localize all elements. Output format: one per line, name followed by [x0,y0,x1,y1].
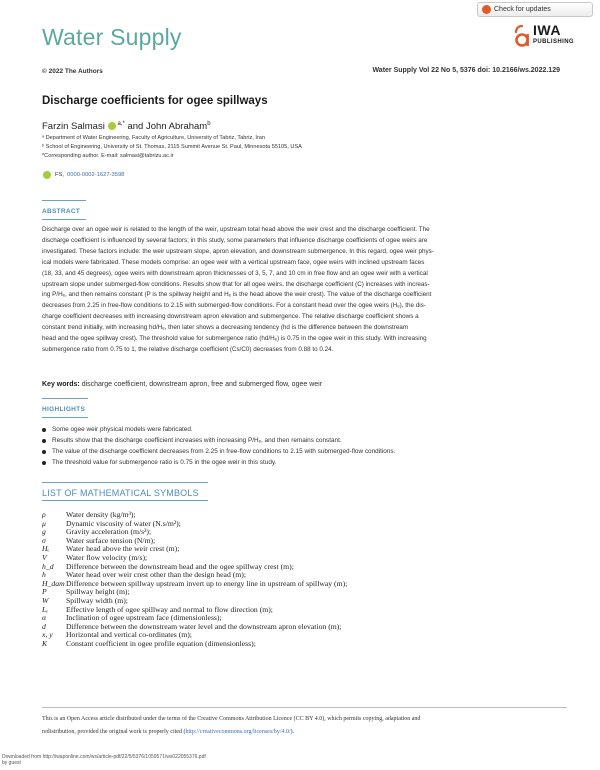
license-text-line2 [42,726,570,739]
symbol: σ [42,535,46,545]
section-divider [42,200,86,201]
symbol: Hₑ [42,544,50,554]
highlight-item: Some ogee weir physical models were fabricated. [42,424,567,435]
download-note-line: Downloaded from http://iwaponline.com/ws/article-pdf/22/5/5376/1059571/ws022055376.pdf [2,754,206,760]
highlight-item: The value of the discharge coefficient decreases from 2.25 in free-flow conditions to 2.15 with submerged-flow conditions. [42,446,567,457]
symbol-definition: Water head above the weir crest (m); [66,544,180,554]
keywords [42,381,322,388]
symbol: W [42,595,49,605]
symbol-definition: Spillway width (m); [66,595,128,605]
corresponding-author: *Corresponding author. E-mail: salmasi@tabrizu.ac.ir [42,153,174,159]
download-note-line: by guest [2,760,21,766]
copyright-notice: © 2022 The Authors [42,68,103,75]
symbol-definition: Spillway height (m); [66,587,130,597]
abstract-line: ing P/Hₑ, and then remains constant (P is the spillway height and Hₑ is the head above the weir crest). The value of the discharge coefficient [42,291,432,299]
license-text-prefix: redistribution, provided the original work is properly cited ( [42,729,186,735]
license-text: This is an Open Access article distributed under the terms of the Creative Commons Attribution Licence (CC BY 4.0), which permits copying, adaptation and [42,716,421,722]
orcid-line [42,171,124,179]
symbol: ρ [42,510,46,519]
abstract-line: Discharge over an ogee weir is related to the length of the weir, upstream total head above the weir crest and the discharge coefficient. The [42,226,430,233]
check-for-updates-label: Check for updates [494,6,551,13]
keywords-label: Key words: [42,381,80,388]
logo-word-iwa: IWA [533,22,561,38]
license-text-suffix: ). [290,729,295,735]
section-divider [42,482,208,483]
highlights-heading: HIGHLIGHTS [42,406,86,413]
article-title: Discharge coefficients for ogee spillways [42,95,268,107]
citation-line: Water Supply Vol 22 No 5, 5376 doi: 10.2166/ws.2022.129 [372,67,560,74]
abstract-line: constant trend initially, with increasing hd/Hₑ, then later shows a decreasing tendency (hd is the difference between the downstream [42,324,409,332]
abstract-line: ical models were fabricated. These models comprise: an ogee weir with a vertical upstream face, ogee weirs with inclined upstream faces [42,258,425,266]
logo-word-publishing: PUBLISHING [533,39,575,45]
symbol-definition: Gravity acceleration (m/s²); [66,527,152,537]
journal-name: Water Supply [42,24,182,50]
orcid-icon[interactable] [108,122,116,130]
symbol-definition: Effective length of ogee spillway and normal to flow direction (m); [66,604,273,614]
symbol-definition: Constant coefficient in ogee profile equation (dimensionless); [66,638,256,648]
symbol: g [42,527,46,537]
keywords-text: discharge coefficient, downstream apron, free and submerged flow, ogee weir [81,381,323,388]
author-name[interactable]: Farzin Salmasi [42,121,105,133]
check-for-updates-button[interactable] [477,2,593,17]
highlight-item: The threshold value for submergence ratio is 0.75 in the ogee weir in this study. [42,457,567,468]
abstract-line: head and the ogee spillway crest). The threshold value for submergence ratio (hd/Hₑ) is 0.75 in the ogee weir in this study. With increasing [42,335,427,343]
symbol: μ [42,518,46,528]
symbol: H_dam [42,578,65,588]
abstract-line: investigated. These factors include: the weir upstream slope, apron elevation, and downstream submergence. In this regard, ogee weir phys- [42,247,434,255]
iwa-publishing-logo [514,22,574,62]
symbol-definition: Water density (kg/m³); [66,510,136,519]
symbol-definition: Horizontal and vertical co-ordinates (m); [66,630,192,640]
symbols-heading: LIST OF MATHEMATICAL SYMBOLS [42,488,199,498]
download-note [2,754,206,766]
symbol: h [42,570,46,580]
symbol-definition: Difference between the downstream head and the ogee spillway crest (m); [66,561,294,571]
author-list [42,121,211,132]
symbol: P [42,587,47,597]
symbol: h_d [42,561,54,571]
abstract-line: decreases from 2.25 in free-flow conditions to 2.15 with submerged-flow conditions. For a constant head over the ogee weirs (Hₑ), the dis- [42,302,426,310]
affiliation: ᵃ Department of Water Engineering, Faculty of Agriculture, University of Tabriz, Tabriz, Iran [42,135,266,141]
symbols-list [42,511,562,649]
refresh-icon [482,5,491,14]
highlight-item: Results show that the discharge coefficient increases with increasing P/Hₑ, and then remains constant. [42,435,567,446]
symbol-definition: Difference between spillway upstream invert up to energy line in upstream of spillway (m); [66,578,348,588]
orcid-link[interactable]: 0000-0002-1627-3598 [67,172,125,178]
symbol-definition: Water flow velocity (m/s); [66,552,148,562]
author-name[interactable]: and John Abraham [127,121,208,133]
abstract-heading: ABSTRACT [42,208,81,215]
abstract-line: charge coefficient decreases with increasing downstream apron elevation and submergence. The relative discharge coefficient shows a [42,313,419,321]
symbol: V [42,552,47,562]
highlights-list [42,424,567,468]
affiliation: ᵇ School of Engineering, University of St. Thomas, 2115 Summit Avenue St. Paul, Minnesota 55105, USA [42,144,302,150]
symbol: Lₑ [42,604,49,614]
license-link[interactable]: http://creativecommons.org/licenses/by/4.0/ [185,729,291,735]
footer-divider [42,707,567,708]
abstract-line: (18, 33, and 45 degrees), ogee weirs with downstream apron thicknesses of 3, 5, 7, and 10 cm in free flow and an ogee weir with a vertical [42,269,428,277]
symbol-definition: Inclination of ogee upstream face (dimensionless); [66,613,222,623]
section-divider [42,500,208,501]
symbol-definition: Dynamic viscosity of water (N.s/m²); [66,518,181,528]
symbol-definition: Water surface tension (N/m); [66,535,156,545]
author-affiliation-marker: a,* [117,121,125,127]
symbol-definition: Water head over weir crest other than the design head (m); [66,570,246,580]
symbol: α [42,613,47,623]
section-divider [42,398,88,399]
abstract-body [42,225,564,356]
section-divider [42,219,86,220]
section-divider [42,417,88,418]
symbol-definition: Difference between the downstream water level and the downstream apron elevation (m); [66,621,342,631]
symbol: K [42,638,48,648]
symbol: d [42,621,46,631]
license-footer [42,713,570,739]
author-affiliation-marker: b [207,121,211,127]
orcid-icon [43,171,51,179]
iwa-logo-icon [514,24,530,50]
abstract-line: discharge coefficient is influenced by several factors; in this study, some parameters that influence discharge coefficients of ogee weirs are [42,236,428,244]
abstract-line: submergence ratio from 0.75 to 1, the relative discharge coefficient (Cs/C0) decreases from 0.88 to 0.24. [42,345,334,353]
orcid-prefix: FS, [55,172,65,178]
symbol-row [42,640,562,649]
symbol: x, y [42,630,53,640]
abstract-line: upstream slope under submerged-flow conditions. Results show that for all ogee weirs, the discharge coefficient (C) increases with increas- [42,280,430,288]
